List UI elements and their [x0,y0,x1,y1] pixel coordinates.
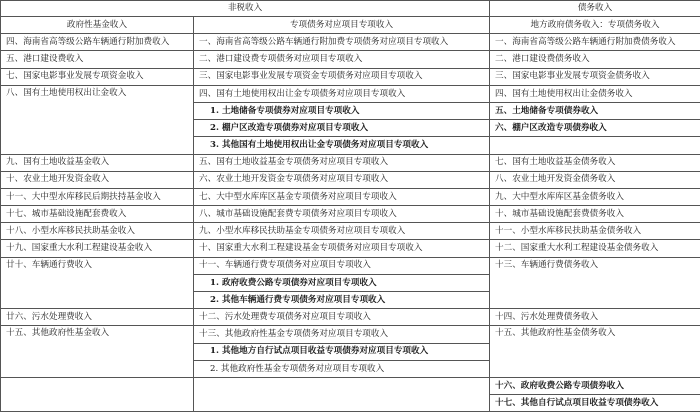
table-cell-empty [490,137,700,154]
table-row [1,223,700,240]
table-cell: 十五、其他政府性基金债务收入 [490,326,700,378]
table-cell: 2. 其他政府性基金专项债务对应项目专项收入 [194,360,490,377]
table-row [1,171,700,188]
table-cell: 十五、其他政府性基金收入 [1,326,194,378]
table-cell: 十三、车辆通行费债务收入 [490,257,700,309]
table-cell: 九、国有土地收益基金收入 [1,154,194,171]
table-cell: 3. 其他国有土地使用权出让金专项债务对应项目专项收入 [194,137,490,154]
table-cell: 九、大中型水库库区基金债务收入 [490,188,700,205]
table-row [1,257,700,274]
table-cell: 十、农业土地开发资金收入 [1,171,194,188]
table-row [1,377,700,394]
header-col1: 政府性基金收入 [1,17,194,34]
table-cell-empty [1,377,194,411]
table-cell: 2. 其他车辆通行费专项债务对应项目专项收入 [194,292,490,309]
table-cell: 五、国有土地收益基金专项债务对应项目专项收入 [194,154,490,171]
table-cell: 八、城市基础设施配套费专项债务对应项目专项收入 [194,206,490,223]
table-row [1,51,700,68]
header-row-top [1,1,700,17]
table-cell: 十一、车辆通行费专项债务对应项目专项收入 [194,257,490,274]
table-cell: 一、海南省高等级公路车辆通行附加费债务收入 [490,34,700,51]
table-cell: 廿十、车辆通行费收入 [1,257,194,309]
table-cell: 2. 棚户区改造专项债券对应项目专项收入 [194,120,490,137]
table-cell: 三、国家电影事业发展专项资金专项债务对应项目专项收入 [194,68,490,85]
table-cell: 十一、大中型水库移民后期扶持基金收入 [1,188,194,205]
table-cell: 十四、污水处理费债务收入 [490,309,700,326]
table-cell: 十一、小型水库移民扶助基金债务收入 [490,223,700,240]
table-row [1,85,700,102]
table-cell: 七、国家电影事业发展专项资金收入 [1,68,194,85]
table-cell: 三、国家电影事业发展专项资金债务收入 [490,68,700,85]
table-cell: 十七、其他自行试点项目收益专项债券收入 [490,395,700,412]
table-row [1,206,700,223]
table-cell: 七、大中型水库库区基金专项债务对应项目专项收入 [194,188,490,205]
table-row [1,326,700,343]
table-cell: 1. 土地储备专项债券对应项目专项收入 [194,102,490,119]
table-cell: 八、农业土地开发资金债务收入 [490,171,700,188]
table-cell: 五、土地储备专项债券收入 [490,102,700,119]
table-cell: 十八、小型水库移民扶助基金收入 [1,223,194,240]
table-cell: 廿六、污水处理费收入 [1,309,194,326]
table-row [1,68,700,85]
table-cell: 1. 政府收费公路专项债券对应项目专项收入 [194,274,490,291]
table-cell: 一、海南省高等级公路车辆通行附加费专项债务对应项目专项收入 [194,34,490,51]
table-cell: 四、国有土地使用权出让金专项债务对应项目专项收入 [194,85,490,102]
table-row [1,34,700,51]
table-cell: 六、棚户区改造专项债券收入 [490,120,700,137]
table-cell: 十七、城市基础设施配套费收入 [1,206,194,223]
table-cell: 二、港口建设费专项债务对应项目专项收入 [194,51,490,68]
table-cell: 四、国有土地使用权出让金债务收入 [490,85,700,102]
table-cell: 十二、污水处理费专项债务对应项目专项收入 [194,309,490,326]
table-row [1,309,700,326]
table-cell: 1. 其他地方自行试点项目收益专项债券对应项目专项收入 [194,343,490,360]
header-row-columns [1,17,700,34]
table-row [1,240,700,257]
table-cell: 五、港口建设费收入 [1,51,194,68]
header-debt: 债务收入 [490,1,700,17]
table-cell: 八、国有土地使用权出让金收入 [1,85,194,154]
table-cell: 十、国家重大水利工程建设基金专项债务对应项目专项收入 [194,240,490,257]
table-cell: 二、港口建设费债务收入 [490,51,700,68]
table-cell: 十六、政府收费公路专项债券收入 [490,377,700,394]
table-row [1,188,700,205]
table-cell: 四、海南省高等级公路车辆通行附加费收入 [1,34,194,51]
table-cell: 七、国有土地收益基金债务收入 [490,154,700,171]
table-cell: 九、小型水库移民扶助基金专项债务对应项目专项收入 [194,223,490,240]
table-cell: 十三、其他政府性基金专项债务对应项目专项收入 [194,326,490,343]
table-cell: 十九、国家重大水利工程建设基金收入 [1,240,194,257]
table-cell: 十二、国家重大水利工程建设基金债务收入 [490,240,700,257]
table-row [1,154,700,171]
table-cell-empty [194,377,490,411]
table-cell: 六、农业土地开发资金专项债务对应项目专项收入 [194,171,490,188]
header-nontax: 非税收入 [1,1,490,17]
table-cell: 十、城市基础设施配套费债务收入 [490,206,700,223]
header-col2: 专项债务对应项目专项收入 [194,17,490,34]
header-col3: 地方政府债务收入：专项债务收入 [490,17,700,34]
